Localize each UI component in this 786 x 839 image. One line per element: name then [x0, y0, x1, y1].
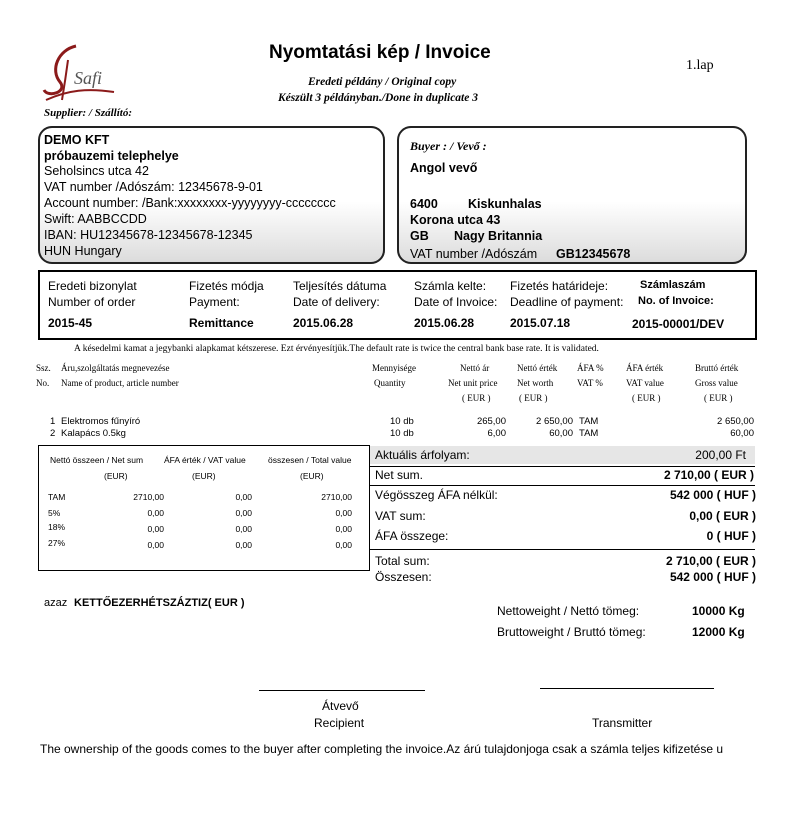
supplier-site: próbauzemi telephelye [44, 149, 179, 163]
vat-total: 0,00 [335, 524, 352, 534]
vat-summary-vat-header: ÁFA érték / VAT value [164, 455, 246, 465]
deadline-label-en: Deadline of payment: [510, 295, 624, 309]
amount-words-prefix: azaz [44, 597, 68, 609]
vat-net: 0,00 [147, 540, 164, 550]
vat-value: 0,00 [235, 540, 252, 550]
buyer-zip: 6400 [410, 197, 438, 211]
exchange-rate-label: Aktuális árfolyam: [375, 448, 470, 462]
col-gross-hu: Bruttó érték [695, 363, 739, 373]
supplier-name: DEMO KFT [44, 133, 110, 147]
col-gross-currency: ( EUR ) [704, 393, 733, 403]
vat-total: 2710,00 [321, 492, 352, 502]
vat-rate: 27% [48, 538, 66, 548]
transmitter-label: Transmitter [592, 716, 653, 730]
vat-total: 0,00 [335, 540, 352, 550]
vat-net: 0,00 [147, 524, 164, 534]
supplier-country: HUN Hungary [44, 244, 122, 258]
delivery-label-en: Date of delivery: [293, 295, 380, 309]
net-huf-value: 542 000 ( HUF ) [669, 488, 756, 502]
vat-rate: TAM [48, 492, 66, 502]
amount-in-words: KETTŐEZERHÉTSZÁZTIZ( EUR ) [74, 597, 245, 609]
invoice-title: Nyomtatási kép / Invoice [269, 42, 491, 63]
gross-weight-value: 12000 Kg [692, 625, 745, 639]
osszesen-value: 542 000 ( HUF ) [669, 570, 756, 584]
vat-net: 2710,00 [133, 492, 164, 502]
item-vat-rate: TAM [579, 416, 599, 427]
vat-sum-label: VAT sum: [375, 509, 426, 523]
item-net: 2 650,00 [536, 416, 573, 427]
col-qty-en: Quantity [374, 378, 406, 388]
order-number: 2015-45 [48, 316, 93, 330]
item-gross: 2 650,00 [717, 416, 754, 427]
vat-total: 0,00 [335, 508, 352, 518]
vat-sum-value: 0,00 ( EUR ) [689, 509, 756, 523]
buyer-name: Angol vevő [410, 161, 478, 175]
total-sum-value: 2 710,00 ( EUR ) [665, 554, 756, 568]
net-sum-label: Net sum. [375, 468, 424, 482]
col-vatp-hu: ÁFA % [577, 363, 604, 373]
buyer-country-code: GB [410, 229, 429, 243]
col-unit-en: Net unit price [448, 378, 498, 388]
recipient-label-en: Recipient [314, 716, 365, 730]
item-unit-price: 6,00 [487, 428, 506, 439]
ownership-notice: The ownership of the goods comes to the buyer after completing the invoice.Az árú tulajdonjoga csak a számla teljes kifizetése u [40, 742, 724, 756]
buyer-label: Buyer : / Vevő : [410, 139, 487, 153]
exchange-rate-value: 200,00 Ft [695, 448, 746, 462]
vat-net: 0,00 [147, 508, 164, 518]
order-label-en: Number of order [48, 295, 136, 309]
vat-value: 0,00 [235, 492, 252, 502]
col-no-hu: Ssz. [36, 363, 51, 373]
net-sum-value: 2 710,00 ( EUR ) [663, 468, 754, 482]
recipient-signature-line [259, 690, 425, 691]
vat-summary-total-header: összesen / Total value [268, 455, 352, 465]
col-qty-hu: Mennyisége [372, 363, 416, 373]
col-unit-currency: ( EUR ) [462, 393, 491, 403]
item-name: Kalapács 0.5kg [61, 428, 126, 439]
net-huf-label: Végösszeg ÁFA nélkül: [375, 488, 498, 502]
payment-label-en: Payment: [189, 295, 240, 309]
col-no-en: No. [36, 378, 50, 388]
item-qty: 10 db [390, 416, 414, 427]
recipient-label-hu: Átvevő [322, 699, 359, 713]
original-copy-label: Eredeti példány / Original copy [308, 76, 457, 88]
totals-divider [370, 549, 755, 550]
col-vatv-currency: ( EUR ) [632, 393, 661, 403]
col-vatp-en: VAT % [577, 378, 603, 388]
deadline-label-hu: Fizetés határideje: [510, 279, 609, 293]
invoice-number: 2015-00001/DEV [632, 317, 725, 331]
vat-value: 0,00 [235, 524, 252, 534]
svg-text:Safi: Safi [74, 68, 103, 88]
supplier-iban: IBAN: HU12345678-12345678-12345 [44, 228, 253, 242]
col-unit-hu: Nettó ár [460, 363, 490, 373]
payment-label-hu: Fizetés módja [189, 279, 264, 293]
payment-method: Remittance [189, 316, 254, 330]
col-vatv-hu: ÁFA érték [626, 363, 664, 373]
net-weight-label: Nettoweight / Nettó tömeg: [497, 604, 640, 618]
duplicate-label: Készült 3 példányban./Done in duplicate 3 [278, 92, 478, 104]
net-weight-value: 10000 Kg [692, 604, 745, 618]
vat-summary-vat-unit: (EUR) [192, 471, 216, 481]
col-name-en: Name of product, article number [61, 378, 179, 388]
buyer-vat-value: GB12345678 [556, 247, 631, 261]
vat-rate: 18% [48, 522, 66, 532]
totals-divider [370, 466, 755, 467]
invoice-no-label-en: No. of Invoice: [638, 295, 714, 307]
afa-sum-value: 0 ( HUF ) [706, 529, 756, 543]
col-gross-en: Gross value [695, 378, 738, 388]
col-name-hu: Áru,szolgáltatás megnevezése [61, 363, 170, 373]
invoice-no-label-hu: Számlaszám [640, 279, 706, 291]
buyer-vat-label: VAT number /Adószám [410, 247, 538, 261]
totals-divider [370, 485, 755, 486]
total-sum-label: Total sum: [375, 554, 430, 568]
late-interest-notice: A késedelmi kamat a jegybanki alapkamat kétszerese. Ezt érvényesítjük.The default rate is twice the central bank base rate. It is validated. [74, 344, 599, 354]
supplier-label: Supplier: / Szállító: [44, 107, 133, 119]
transmitter-signature-line [540, 688, 714, 689]
vat-rate: 5% [48, 508, 61, 518]
item-vat-rate: TAM [579, 428, 599, 439]
supplier-vat: VAT number /Adószám: 12345678-9-01 [44, 180, 263, 194]
col-net-currency: ( EUR ) [519, 393, 548, 403]
buyer-street: Korona utca 43 [410, 213, 501, 227]
invoice-date: 2015.06.28 [414, 316, 475, 330]
page-number: 1.lap [686, 58, 714, 73]
item-no: 1 [50, 416, 56, 427]
deadline-date: 2015.07.18 [510, 316, 571, 330]
col-net-hu: Nettó érték [517, 363, 558, 373]
item-no: 2 [50, 428, 56, 439]
vat-summary-total-unit: (EUR) [300, 471, 324, 481]
vat-summary-net-header: Nettó összeen / Net sum [50, 455, 144, 465]
item-unit-price: 265,00 [476, 416, 506, 427]
afa-sum-label: ÁFA összege: [375, 529, 449, 543]
item-gross: 60,00 [730, 428, 754, 439]
vat-value: 0,00 [235, 508, 252, 518]
company-logo [38, 40, 120, 110]
invoice-date-label-hu: Számla kelte: [414, 279, 487, 293]
buyer-country: Nagy Britannia [454, 229, 543, 243]
supplier-address: Seholsincs utca 42 [44, 164, 149, 178]
item-net: 60,00 [549, 428, 573, 439]
item-name: Elektromos fűnyíró [61, 416, 141, 427]
delivery-date: 2015.06.28 [293, 316, 354, 330]
gross-weight-label: Bruttoweight / Bruttó tömeg: [497, 625, 646, 639]
order-label-hu: Eredeti bizonylat [48, 279, 137, 293]
item-qty: 10 db [390, 428, 414, 439]
invoice-date-label-en: Date of Invoice: [414, 295, 498, 309]
supplier-swift: Swift: AABBCCDD [44, 212, 147, 226]
buyer-city: Kiskunhalas [468, 197, 542, 211]
col-net-en: Net worth [517, 378, 554, 388]
osszesen-label: Összesen: [375, 570, 432, 584]
col-vatv-en: VAT value [626, 378, 664, 388]
delivery-label-hu: Teljesítés dátuma [293, 279, 387, 293]
supplier-account: Account number: /Bank:xxxxxxxx-yyyyyyyy-cccccccc [44, 196, 336, 210]
vat-summary-net-unit: (EUR) [104, 471, 128, 481]
